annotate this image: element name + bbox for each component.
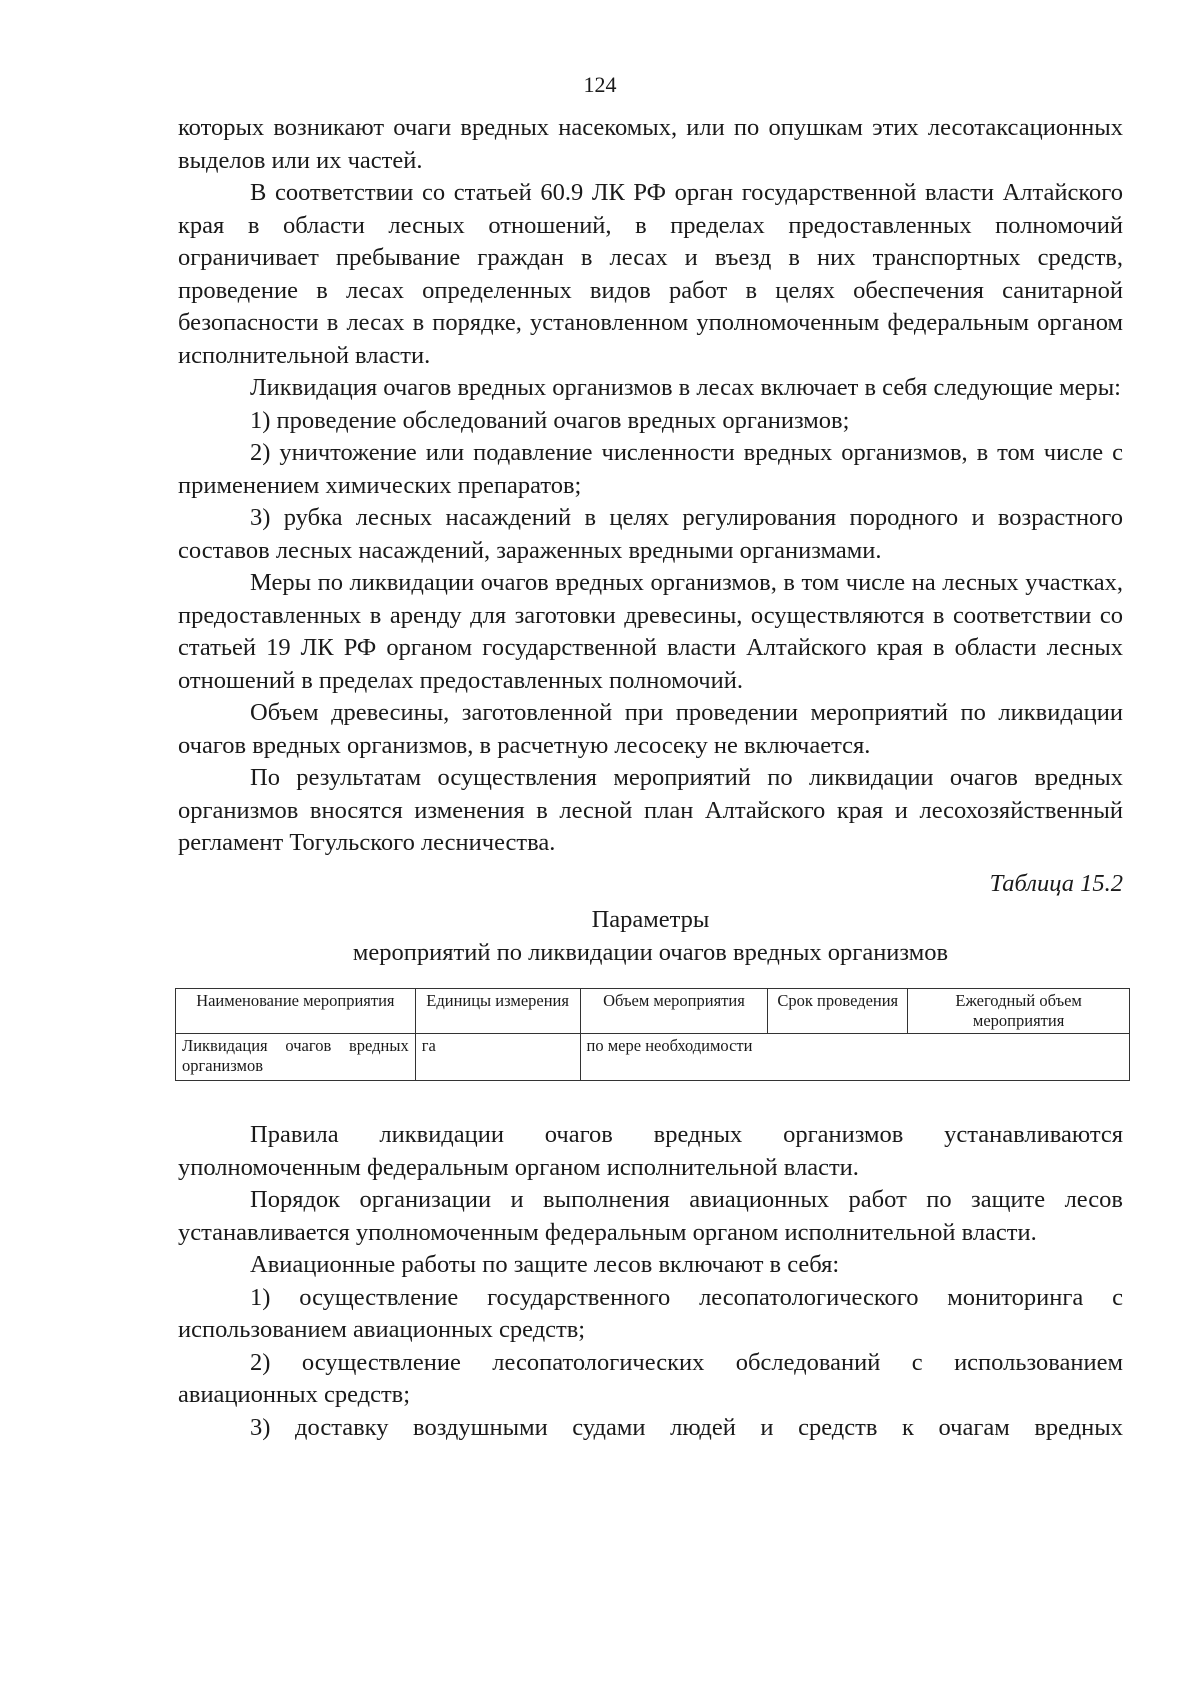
list-item: 3) доставку воздушными судами людей и средств к очагам вредных [250,1413,1123,1441]
list-item: 2) уничтожение или подавление численности вредных организмов, в том числе с применением химических препаратов; [178,439,1123,499]
paragraph: Объем древесины, заготовленной при проведении мероприятий по ликвидации очагов вредных организмов, в расчетную лесосеку не включается. [178,699,1123,759]
list-item: 1) проведение обследований очагов вредных организмов; [250,406,850,434]
table-cell-name: Ликвидация очагов вредных организмов [176,1034,416,1081]
table-header-cell: Срок проведения [768,989,908,1034]
table-header-row [176,989,1130,1034]
paragraph: Авиационные работы по защите лесов включают в себя: [250,1251,840,1278]
table-title: Параметры [591,906,710,933]
table-header-cell: Наименование мероприятия [176,989,416,1034]
table-row [176,1034,1130,1081]
paragraph: Ликвидация очагов вредных организмов в лесах включает в себя следующие меры: [250,374,1121,401]
paragraph: В соответствии со статьей 60.9 ЛК РФ орган государственной власти Алтайского края в области лесных отношений, в пределах предоставленных полномочий ограничивает пребывание граждан в лесах и въезд в них транспортных средств, проведение в лесах определенных видов работ в целях обеспечения санитарной безопасности в лесах в порядке, установленном уполномоченным федеральным органом исполнительной власти. [178,179,1123,369]
parameters-table [175,988,1130,1081]
document-body [178,112,1123,1444]
table-header-cell: Единицы измерения [415,989,580,1034]
table-cell-unit: га [415,1034,580,1081]
paragraph: Меры по ликвидации очагов вредных организмов, в том числе на лесных участках, предоставленных в аренду для заготовки древесины, осуществляются в соответствии со статьей 19 ЛК РФ органом государственной власти Алтайского края в области лесных отношений в пределах предоставленных полномочий. [178,569,1123,694]
bottom-paragraphs [178,1119,1123,1444]
page-number: 124 [583,72,617,97]
list-item: 2) осуществление лесопатологических обследований с использованием авиационных средств; [178,1348,1123,1408]
paragraph: По результатам осуществления мероприятий по ликвидации очагов вредных организмов вносятся изменения в лесной план Алтайского края и лесохозяйственный регламент Тогульского лесничества. [178,764,1123,856]
table-cell-merged: по мере необходимости [580,1034,1129,1081]
table-header-cell: Объем мероприятия [580,989,768,1034]
table-header-cell: Ежегодный объем мероприятия [908,989,1130,1034]
paragraph: Порядок организации и выполнения авиационных работ по защите лесов устанавливается уполномоченным федеральным органом исполнительной власти. [178,1186,1123,1246]
paragraph: которых возникают очаги вредных насекомых, или по опушкам этих лесотаксационных выделов или их частей. [178,114,1123,174]
table-subtitle: мероприятий по ликвидации очагов вредных организмов [352,938,949,966]
list-item: 1) осуществление государственного лесопатологического мониторинга с использованием авиационных средств; [178,1283,1123,1343]
list-item: 3) рубка лесных насаждений в целях регулирования породного и возрастного составов лесных насаждений, зараженных вредными организмами. [178,504,1123,564]
table-caption: Таблица 15.2 [989,869,1123,897]
paragraph: Правила ликвидации очагов вредных организмов устанавливаются уполномоченным федеральным органом исполнительной власти. [178,1121,1123,1181]
top-paragraphs [178,112,1123,860]
